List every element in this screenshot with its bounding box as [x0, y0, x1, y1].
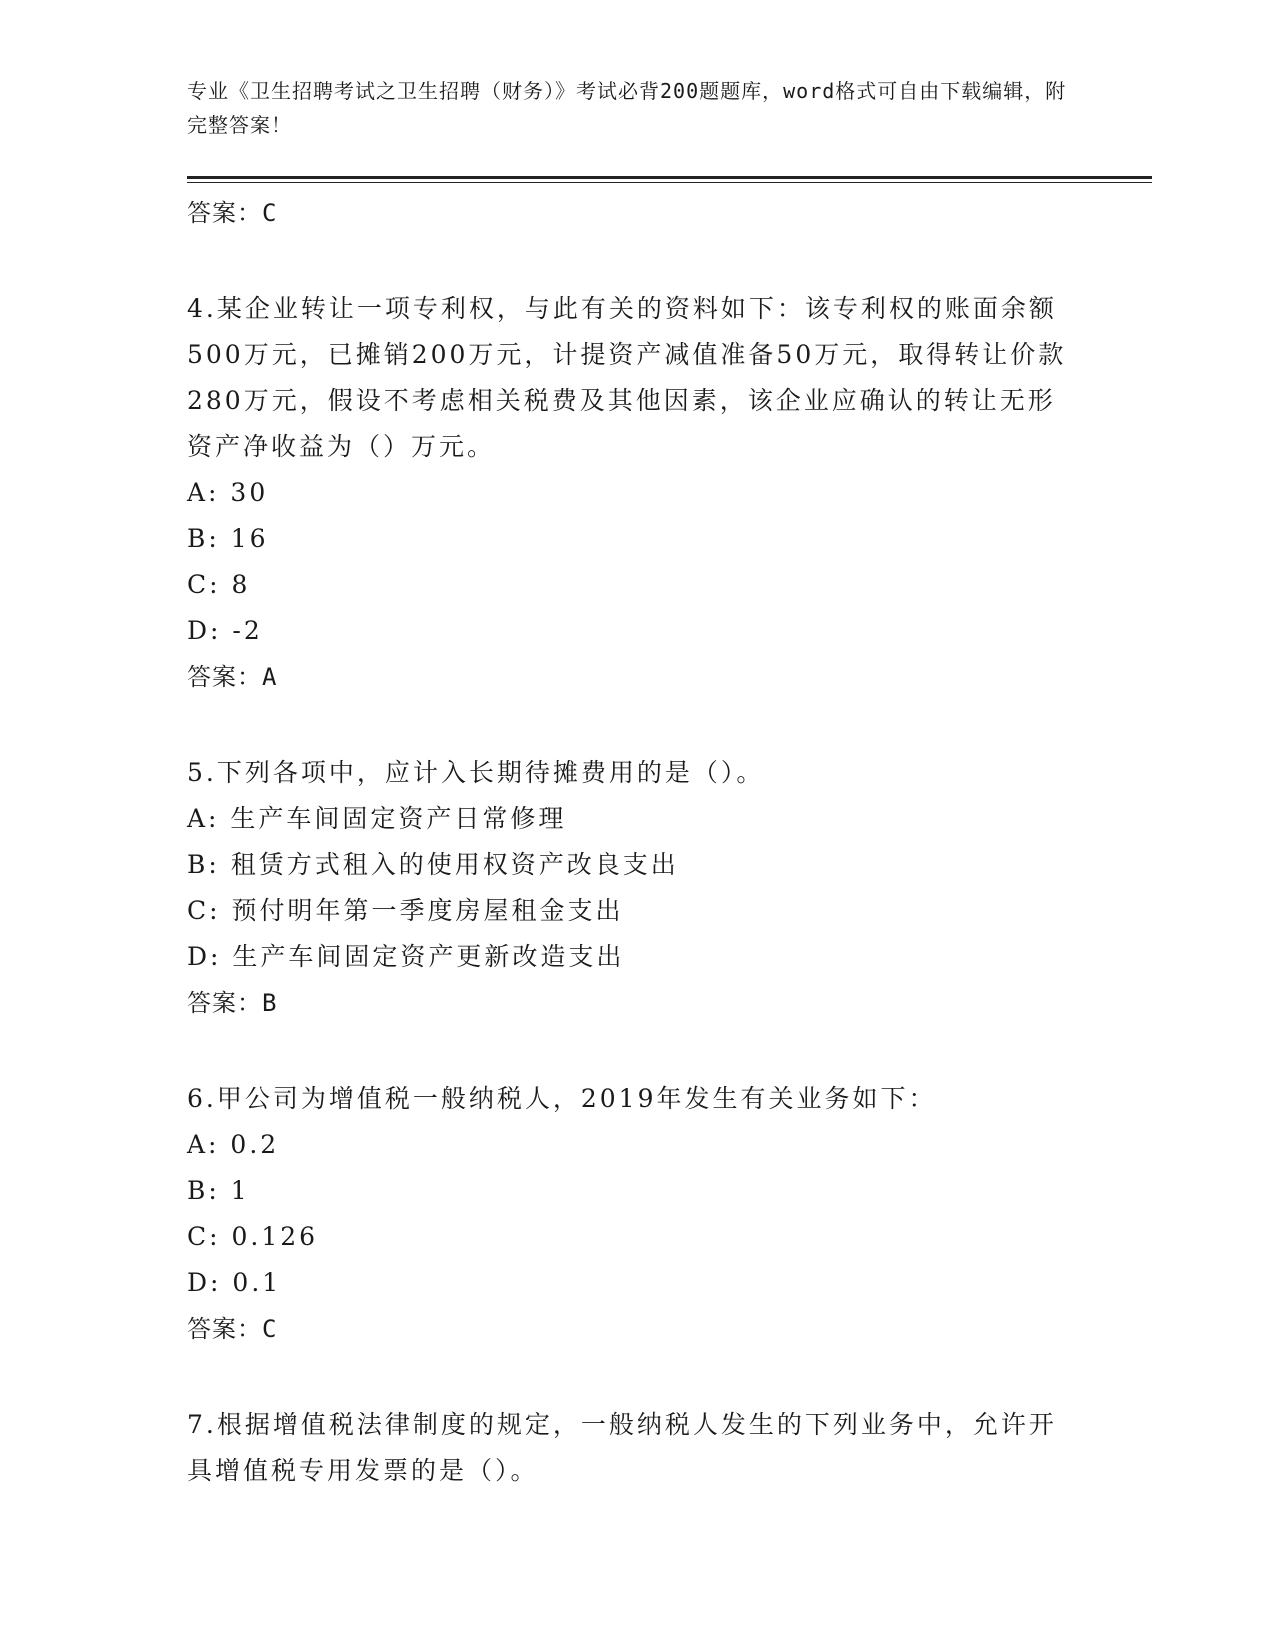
- option-a: A: 生产车间固定资产日常修理: [187, 804, 567, 833]
- question-6: [187, 1076, 1087, 1352]
- question-7: [187, 1402, 1087, 1494]
- question-stem: 7.根据增值税法律制度的规定，一般纳税人发生的下列业务中，允许开具增值税专用发票的是（）。: [187, 1410, 1057, 1485]
- question-list: [187, 190, 1087, 1494]
- option-c: C: 0.126: [187, 1222, 319, 1251]
- option-d: D: 0.1: [187, 1268, 282, 1297]
- option-d: D: 生产车间固定资产更新改造支出: [187, 942, 625, 971]
- header-divider-thick: [187, 176, 1152, 179]
- option-a: A: 30: [187, 478, 269, 507]
- option-b: B: 1: [187, 1176, 250, 1205]
- question-5: [187, 750, 1087, 1026]
- answer-line: 答案：C: [187, 1315, 278, 1343]
- question-stem: 4.某企业转让一项专利权，与此有关的资料如下：该专利权的账面余额500万元，已摊销200万元，计提资产减值准备50万元，取得转让价款280万元，假设不考虑相关税费及其他因素，该企业应确认的转让无形资产净收益为（）万元。: [187, 294, 1067, 461]
- question-stem: 6.甲公司为增值税一般纳税人，2019年发生有关业务如下：: [187, 1084, 937, 1113]
- answer-line: 答案：A: [187, 663, 278, 691]
- header-divider-thin: [187, 182, 1152, 183]
- question-4: [187, 286, 1087, 700]
- option-c: C: 8: [187, 570, 251, 599]
- answer-line: 答案：C: [187, 199, 278, 227]
- option-a: A: 0.2: [187, 1130, 280, 1159]
- option-c: C: 预付明年第一季度房屋租金支出: [187, 896, 624, 925]
- option-d: D: -2: [187, 616, 263, 645]
- question-stem: 5.下列各项中，应计入长期待摊费用的是（）。: [187, 758, 765, 787]
- answer-line: 答案：B: [187, 989, 278, 1017]
- option-b: B: 租赁方式租入的使用权资产改良支出: [187, 850, 679, 879]
- document-header: 专业《卫生招聘考试之卫生招聘（财务）》考试必背200题题库，word格式可自由下载编辑，附完整答案！: [187, 79, 1067, 137]
- option-b: B: 16: [187, 524, 269, 553]
